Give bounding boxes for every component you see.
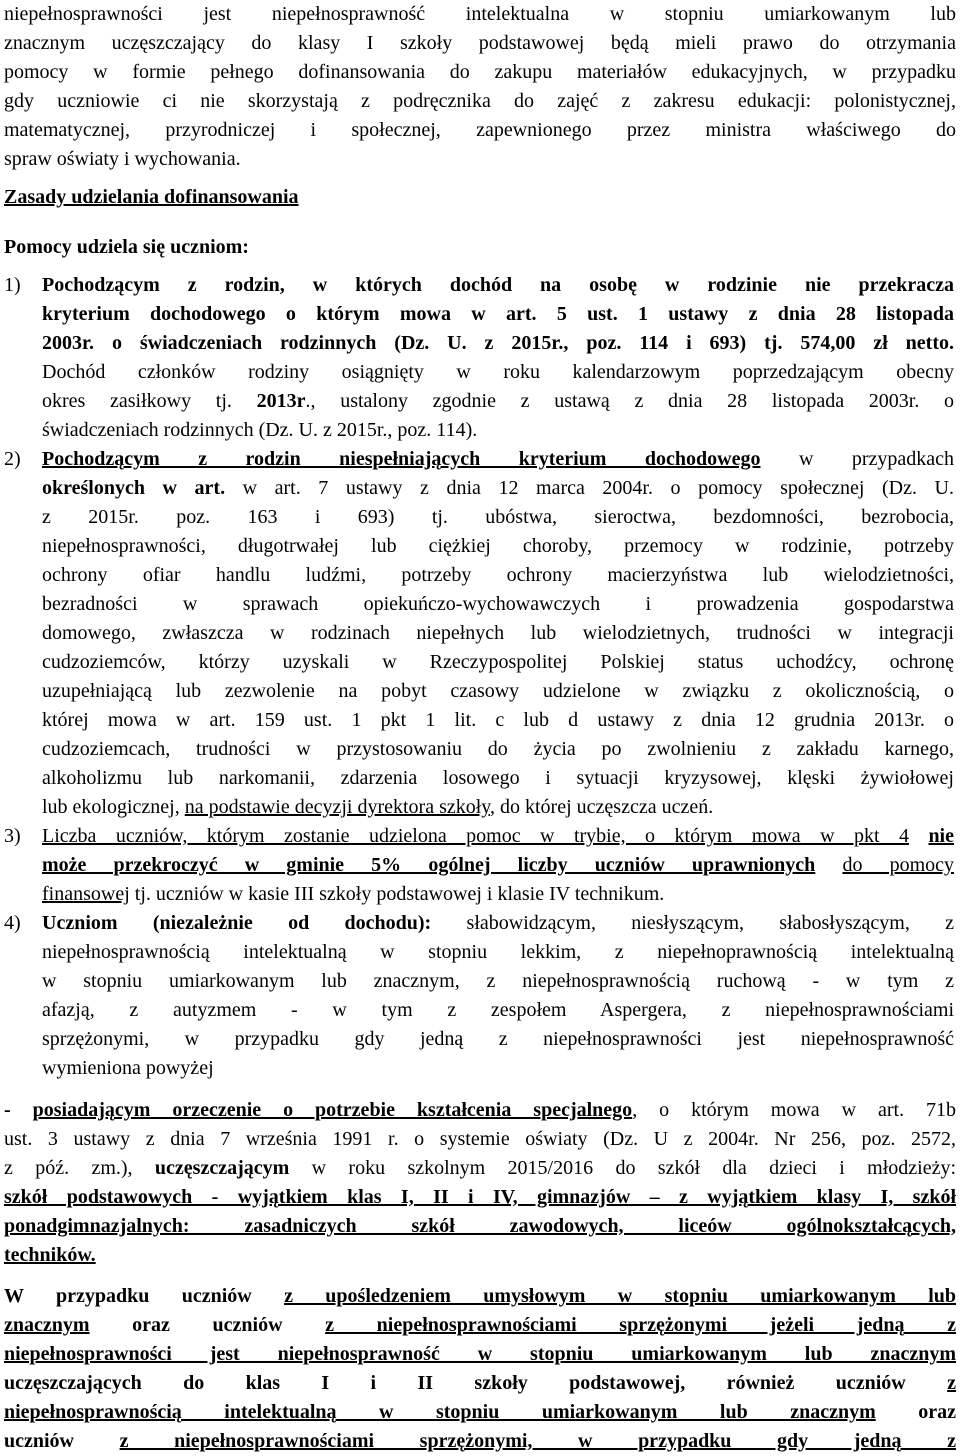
item-2-line-6: bezradności w sprawach opiekuńczo-wychowawczych i prowadzenia gospodarstwa — [42, 593, 954, 615]
item-2-line-10: której mowa w art. 159 ust. 1 pkt 1 lit. c lub d ustawy z dnia 12 grudnia 2013r. o — [42, 709, 954, 731]
item-1-line-5: okres zasiłkowy tj. 2013r., ustalony zgodnie z ustawą z dnia 28 listopada 2003r. o — [42, 390, 954, 412]
item-2-line-9: uzupełniającą lub zezwolenie na pobyt czasowy udzielone w związku z okolicznością, o — [42, 680, 954, 702]
section-heading: Zasady udzielania dofinansowania — [4, 186, 299, 208]
intro-line-4: gdy uczniowie ci nie skorzystają z podręcznika do zajęć z zakresu edukacji: polonistycznej, — [4, 90, 956, 112]
last-para-line-3: niepełnosprawności jest niepełnosprawność w stopniu umiarkowanym lub znacznym — [4, 1343, 956, 1365]
item-2-line-11: cudzoziemcach, trudności w przystosowaniu do życia po zwolnieniu z zakładu karnego, — [42, 738, 954, 760]
intro-line-3: pomocy w formie pełnego dofinansowania do zakupu materiałów edukacyjnych, w przypadku — [4, 61, 956, 83]
item-1-line-1: Pochodzącym z rodzin, w których dochód na osobę w rodzinie nie przekracza — [42, 274, 954, 296]
item-1-number: 1) — [4, 274, 21, 296]
intro-line-1: niepełnosprawności jest niepełnosprawność intelektualna w stopniu umiarkowanym lub — [4, 3, 956, 25]
item-2-line-1: Pochodzącym z rodzin niespełniających kryterium dochodowego w przypadkach — [42, 448, 954, 470]
last-para-line-5: niepełnosprawnością intelektualną w stopniu umiarkowanym lub znacznym oraz — [4, 1401, 956, 1423]
item-2-line-7: domowego, zwłaszcza w rodzinach niepełnych lub wielodzietnych, trudności w integracji — [42, 622, 954, 644]
item-3-number: 3) — [4, 825, 21, 847]
last-para-line-1: W przypadku uczniów z upośledzeniem umysłowym w stopniu umiarkowanym lub — [4, 1285, 956, 1307]
section-subheading: Pomocy udziela się uczniom: — [4, 236, 249, 258]
item-3-line-1: Liczba uczniów, którym zostanie udzielona pomoc w trybie, o którym mowa w pkt 4 nie — [42, 825, 954, 847]
item-2-line-5: ochrony ofiar handlu ludźmi, potrzeby ochrony macierzyństwa lub wielodzietności, — [42, 564, 954, 586]
intro-line-6: spraw oświaty i wychowania. — [4, 148, 241, 170]
orzeczenie-line-1: - posiadającym orzeczenie o potrzebie kształcenia specjalnego, o którym mowa w art. 71b — [4, 1099, 956, 1121]
last-para-line-6: uczniów z niepełnosprawnościami sprzężonymi, w przypadku gdy jedną z — [4, 1430, 956, 1452]
orzeczenie-line-6: techników. — [4, 1244, 96, 1266]
item-2-line-2: określonych w art. w art. 7 ustawy z dnia 12 marca 2004r. o pomocy społecznej (Dz. U. — [42, 477, 954, 499]
item-4-line-3: w stopniu umiarkowanym lub znacznym, z niepełnosprawnością ruchową - w tym z — [42, 970, 954, 992]
item-2-line-3: z 2015r. poz. 163 i 693) tj. ubóstwa, sieroctwa, bezdomności, bezrobocia, — [42, 506, 954, 528]
intro-line-5: matematycznej, przyrodniczej i społecznej, zapewnionego przez ministra właściwego do — [4, 119, 956, 141]
item-3-line-2: może przekroczyć w gminie 5% ogólnej liczby uczniów uprawnionych do pomocy — [42, 854, 954, 876]
item-4-line-2: niepełnosprawnością intelektualną w stopniu lekkim, z niepełnoprawnością intelektualną — [42, 941, 954, 963]
item-2-number: 2) — [4, 448, 21, 470]
item-3-line-3: finansowej tj. uczniów w kasie III szkoły podstawowej i klasie IV technikum. — [42, 883, 665, 905]
item-2-line-12: alkoholizmu lub narkomanii, zdarzenia losowego i sytuacji kryzysowej, klęski żywiołowej — [42, 767, 954, 789]
item-4-line-1: Uczniom (niezależnie od dochodu): słabowidzącym, niesłyszącym, słabosłyszącym, z — [42, 912, 954, 934]
item-1-line-3: 2003r. o świadczeniach rodzinnych (Dz. U. z 2015r., poz. 114 i 693) tj. 574,00 zł netto. — [42, 332, 954, 354]
item-2-line-13: lub ekologicznej, na podstawie decyzji dyrektora szkoły, do której uczęszcza uczeń. — [42, 796, 714, 818]
item-1-line-2: kryterium dochodowego o którym mowa w art. 5 ust. 1 ustawy z dnia 28 listopada — [42, 303, 954, 325]
intro-line-2: znacznym uczęszczający do klasy I szkoły podstawowej będą mieli prawo do otrzymania — [4, 32, 956, 54]
last-para-line-4: uczęszczających do klas I i II szkoły podstawowej, również uczniów z — [4, 1372, 956, 1394]
orzeczenie-line-2: ust. 3 ustawy z dnia 7 września 1991 r. o systemie oświaty (Dz. U z 2004r. Nr 256, poz. 2572, — [4, 1128, 956, 1150]
item-4-number: 4) — [4, 912, 21, 934]
item-1-line-4: Dochód członków rodziny osiągnięty w roku kalendarzowym poprzedzającym obecny — [42, 361, 954, 383]
orzeczenie-line-3: z póź. zm.), uczęszczającym w roku szkolnym 2015/2016 do szkół dla dzieci i młodzieży: — [4, 1157, 956, 1179]
orzeczenie-line-4: szkół podstawowych - wyjątkiem klas I, II i IV, gimnazjów – z wyjątkiem klasy I, szkół — [4, 1186, 956, 1208]
item-4-line-4: afazją, z autyzmem - w tym z zespołem Aspergera, z niepełnosprawnościami — [42, 999, 954, 1021]
item-4-line-6: wymieniona powyżej — [42, 1057, 214, 1079]
item-4-line-5: sprzężonymi, w przypadku gdy jedną z niepełnosprawności jest niepełnosprawność — [42, 1028, 954, 1050]
item-2-line-8: cudzoziemców, którzy uzyskali w Rzeczypospolitej Polskiej status uchodźcy, ochronę — [42, 651, 954, 673]
item-2-line-4: niepełnosprawności, długotrwałej lub ciężkiej choroby, przemocy w rodzinie, potrzeby — [42, 535, 954, 557]
last-para-line-2: znacznym oraz uczniów z niepełnosprawnościami sprzężonymi jeżeli jedną z — [4, 1314, 956, 1336]
orzeczenie-line-5: ponadgimnazjalnych: zasadniczych szkół zawodowych, liceów ogólnokształcących, — [4, 1215, 956, 1237]
item-1-line-6: świadczeniach rodzinnych (Dz. U. z 2015r., poz. 114). — [42, 419, 478, 441]
